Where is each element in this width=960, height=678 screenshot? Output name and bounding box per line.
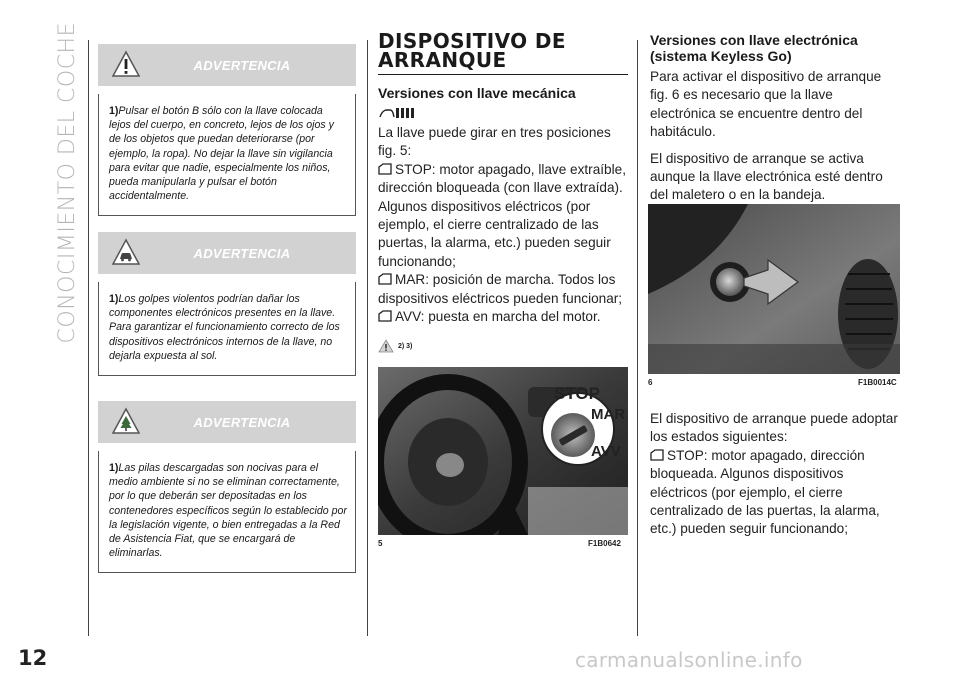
column-divider [367,40,368,636]
key-position-icon [378,163,392,175]
warning-body: Los golpes violentos podrían dañar los componentes electrónicos presentes en la llave. Para garantizar el funcionamiento correcto de los dispositivos electrónicos internos de la llave, no dejarla expuesta al sol. [109,293,340,362]
warning-box-batteries [98,401,356,573]
key-position-icon [378,310,392,322]
warning-ref: 1) [109,462,119,474]
position-item-stop: STOP: motor apagado, llave extraíble, dirección bloqueada (con llave extraída). Algunos dispositivos eléctricos (por ejemplo, el cierre centralizado de las puertas, la alarma, etc.) pueden seguir funcionando; [378,161,626,269]
intro-paragraph: La llave puede girar en tres posiciones fig. 5: [378,125,611,159]
key-position-icon [378,273,392,285]
position-item-mar: MAR: posición de marcha. Todos los dispositivos eléctricos pueden funcionar; [378,272,623,306]
figure-5-ignition-switch [378,367,628,535]
warning-box-key-damage [98,232,356,376]
position-item-avv: AVV: puesta en marcha del motor. [378,308,628,326]
tree-triangle-icon [112,407,140,435]
subheading-mechanical-key: Versiones con llave mecánica [378,85,576,101]
page-number: 12 [18,646,48,670]
warning-ref: 1) [109,105,119,117]
keyless-paragraph-2: El dispositivo de arranque se activa aunque la llave electrónica esté dentro del maletero o en la bandeja. [650,150,883,203]
label-avv: AVV [591,443,621,460]
keyless-paragraph-1: Para activar el dispositivo de arranque fig. 6 es necesario que la llave electrónica se encuentre dentro del habitáculo. [650,69,882,140]
exclamation-triangle-icon [112,50,140,78]
warning-title: ADVERTENCIA [193,57,291,73]
footer-watermark: carmanualsonline.info [575,648,803,672]
figure-5-number: 5 [378,539,383,548]
warning-text [98,94,356,216]
ignition-section [378,29,628,356]
keyless-state-stop: STOP: motor apagado, dirección bloqueada. Algunos dispositivos eléctricos (por ejemplo, el cierre centralizado de las puertas, la alarma, etc.) pueden seguir funcionando; [650,447,880,537]
warning-ref: 1) [109,293,119,305]
section-heading: DISPOSITIVO DE ARRANQUE [378,32,628,75]
subheading-keyless: Versiones con llave electrónica (sistema Keyless Go) [650,32,858,64]
warning-box-button [98,44,356,216]
label-stop: STOP [554,384,600,403]
chapter-side-title: CONOCIMIENTO DEL COCHE [54,22,80,344]
warning-body: Las pilas descargadas son nocivas para el medio ambiente si no se eliminan correctamente, por lo que deberán ser depositadas en los contenedores específicos según lo establecido por la legislación vigente, o bien entregadas a la Red de Asistencia Fiat, que se encargará de eliminarlas. [109,462,347,560]
warning-body: Pulsar el botón B sólo con la llave colocada lejos del cuerpo, en concreto, lejos de los ojos y de los objetos que puedan deteriorarse (por ejemplo, la ropa). No dejar la llave sin vigilancia para evitar que nadie, especialmente los niños, pueda manipularla y pulsar el botón accidentalmente. [109,105,334,203]
figure-5-code: F1B0642 [588,539,621,548]
warning-title: ADVERTENCIA [193,414,291,430]
warning-text [98,451,356,573]
ignition-photo [378,367,628,535]
keyless-paragraph-3: El dispositivo de arranque puede adoptar los estados siguientes: [650,411,898,445]
label-mar: MAR [591,406,626,423]
car-triangle-icon [112,238,140,266]
column-divider [637,40,638,636]
figure-6-number: 6 [648,378,653,387]
warning-title: ADVERTENCIA [193,245,291,261]
warning-ref-icon [378,339,394,353]
warning-header [98,401,356,443]
warning-header [98,232,356,274]
figure-6-start-button [648,204,900,374]
figure-6-code: F1B0014C [858,378,897,387]
keyless-states [650,410,902,539]
key-position-icon [650,449,664,461]
start-button-photo [648,204,900,374]
warning-text [98,282,356,376]
vehicle-version-icon [378,105,418,121]
column-divider [88,40,89,636]
note-references: 2) 3) [378,336,628,356]
keyless-section [650,32,902,205]
warning-header [98,44,356,86]
